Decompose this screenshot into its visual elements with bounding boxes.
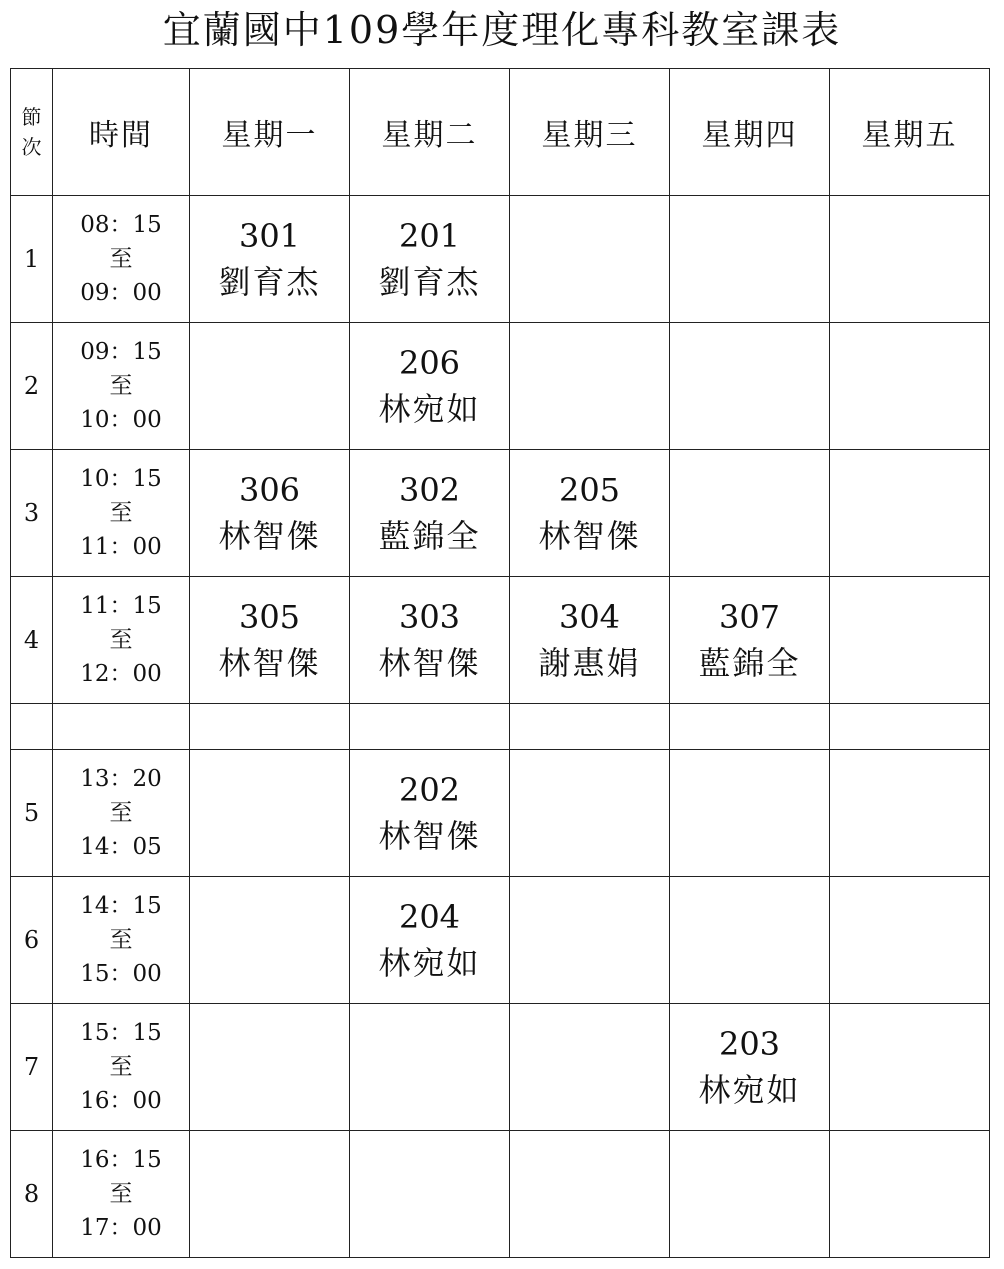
page-title: 宜蘭國中109學年度理化專科教室課表 [162, 8, 842, 52]
class-number: 204 [398, 898, 461, 936]
schedule-cell-thu [670, 450, 830, 577]
schedule-cell-thu [670, 577, 830, 704]
schedule-cell-fri [830, 450, 990, 577]
table-row [11, 323, 990, 450]
teacher-name: 劉育杰 [218, 263, 321, 301]
table-row [11, 750, 990, 877]
break-cell [510, 704, 670, 750]
schedule-cell-mon [190, 196, 350, 323]
schedule-cell-mon [190, 1131, 350, 1258]
class-number: 205 [558, 471, 621, 509]
start-time: 16：15 [80, 1147, 162, 1173]
table-row [11, 1131, 990, 1258]
period-number: 3 [11, 450, 53, 577]
schedule-cell-mon [190, 577, 350, 704]
day-header-wed: 星期三 [510, 69, 670, 196]
header-row [11, 69, 990, 196]
teacher-name: 林宛如 [378, 944, 481, 982]
schedule-cell-tue [350, 1131, 510, 1258]
teacher-name: 林智傑 [218, 517, 321, 555]
time-separator: 至 [109, 1181, 133, 1207]
class-number: 206 [398, 344, 461, 382]
start-time: 09：15 [80, 339, 162, 365]
time-separator: 至 [109, 927, 133, 953]
schedule-cell-fri [830, 577, 990, 704]
schedule-cell-fri [830, 196, 990, 323]
schedule-cell-mon [190, 1004, 350, 1131]
teacher-name: 林智傑 [378, 817, 481, 855]
period-number: 7 [11, 1004, 53, 1131]
class-number: 306 [238, 471, 301, 509]
schedule-cell-thu [670, 1131, 830, 1258]
time-separator: 至 [109, 500, 133, 526]
end-time: 10：00 [80, 407, 162, 433]
schedule-cell-wed [510, 750, 670, 877]
timetable-body [11, 196, 990, 1258]
schedule-cell-thu [670, 196, 830, 323]
table-row [11, 577, 990, 704]
schedule-cell-tue [350, 750, 510, 877]
time-cell [53, 1004, 190, 1131]
teacher-name: 林智傑 [378, 644, 481, 682]
start-time: 10：15 [80, 466, 162, 492]
period-number: 6 [11, 877, 53, 1004]
time-cell [53, 323, 190, 450]
class-number: 301 [238, 217, 301, 255]
end-time: 14：05 [80, 834, 162, 860]
class-number: 201 [398, 217, 461, 255]
time-cell [53, 450, 190, 577]
schedule-cell-thu [670, 323, 830, 450]
schedule-cell-mon [190, 750, 350, 877]
time-separator: 至 [109, 800, 133, 826]
teacher-name: 林智傑 [218, 644, 321, 682]
table-row [11, 196, 990, 323]
schedule-cell-wed [510, 196, 670, 323]
schedule-cell-mon [190, 877, 350, 1004]
teacher-name: 林宛如 [698, 1071, 801, 1109]
time-cell [53, 750, 190, 877]
class-number: 303 [398, 598, 461, 636]
break-cell [830, 704, 990, 750]
break-cell [190, 704, 350, 750]
period-number: 5 [11, 750, 53, 877]
schedule-cell-mon [190, 450, 350, 577]
table-row [11, 1004, 990, 1131]
schedule-cell-tue [350, 323, 510, 450]
schedule-cell-mon [190, 323, 350, 450]
schedule-cell-thu [670, 877, 830, 1004]
schedule-cell-wed [510, 450, 670, 577]
start-time: 14：15 [80, 893, 162, 919]
schedule-cell-tue [350, 577, 510, 704]
day-header-fri: 星期五 [830, 69, 990, 196]
day-header-thu: 星期四 [670, 69, 830, 196]
teacher-name: 謝惠娟 [538, 644, 641, 682]
schedule-cell-wed [510, 323, 670, 450]
teacher-name: 林宛如 [378, 390, 481, 428]
period-number: 2 [11, 323, 53, 450]
class-number: 304 [558, 598, 621, 636]
day-header-tue: 星期二 [350, 69, 510, 196]
table-row [11, 877, 990, 1004]
time-cell [53, 1131, 190, 1258]
start-time: 08：15 [80, 212, 162, 238]
time-column-header: 時間 [53, 69, 190, 196]
schedule-cell-tue [350, 196, 510, 323]
period-number: 8 [11, 1131, 53, 1258]
table-row [11, 450, 990, 577]
schedule-cell-fri [830, 1131, 990, 1258]
time-cell [53, 577, 190, 704]
schedule-cell-fri [830, 323, 990, 450]
schedule-cell-fri [830, 750, 990, 877]
schedule-cell-fri [830, 1004, 990, 1131]
start-time: 15：15 [80, 1020, 162, 1046]
end-time: 11：00 [80, 534, 162, 560]
schedule-cell-thu [670, 750, 830, 877]
period-number: 4 [11, 577, 53, 704]
start-time: 13：20 [80, 766, 162, 792]
class-number: 305 [238, 598, 301, 636]
end-time: 17：00 [80, 1215, 162, 1241]
schedule-cell-wed [510, 577, 670, 704]
teacher-name: 藍錦全 [378, 517, 481, 555]
schedule-cell-tue [350, 450, 510, 577]
time-cell [53, 877, 190, 1004]
start-time: 11：15 [80, 593, 162, 619]
timetable [10, 68, 990, 1258]
break-cell [350, 704, 510, 750]
class-number: 307 [718, 598, 781, 636]
time-separator: 至 [109, 246, 133, 272]
schedule-cell-fri [830, 877, 990, 1004]
break-cell [11, 704, 53, 750]
schedule-cell-wed [510, 1004, 670, 1131]
time-separator: 至 [109, 1054, 133, 1080]
time-separator: 至 [109, 373, 133, 399]
class-number: 302 [398, 471, 461, 509]
schedule-cell-tue [350, 1004, 510, 1131]
day-header-mon: 星期一 [190, 69, 350, 196]
break-cell [53, 704, 190, 750]
schedule-cell-wed [510, 1131, 670, 1258]
time-separator: 至 [109, 627, 133, 653]
break-cell [670, 704, 830, 750]
period-header-line1: 節 [21, 105, 42, 129]
period-number: 1 [11, 196, 53, 323]
teacher-name: 劉育杰 [378, 263, 481, 301]
end-time: 12：00 [80, 661, 162, 687]
time-cell [53, 196, 190, 323]
schedule-cell-thu [670, 1004, 830, 1131]
class-number: 202 [398, 771, 461, 809]
end-time: 15：00 [80, 961, 162, 987]
schedule-cell-wed [510, 877, 670, 1004]
teacher-name: 藍錦全 [698, 644, 801, 682]
schedule-cell-tue [350, 877, 510, 1004]
period-column-header [11, 69, 53, 196]
break-row [11, 704, 990, 750]
end-time: 16：00 [80, 1088, 162, 1114]
teacher-name: 林智傑 [538, 517, 641, 555]
class-number: 203 [718, 1025, 781, 1063]
end-time: 09：00 [80, 280, 162, 306]
period-header-line2: 次 [21, 135, 42, 159]
